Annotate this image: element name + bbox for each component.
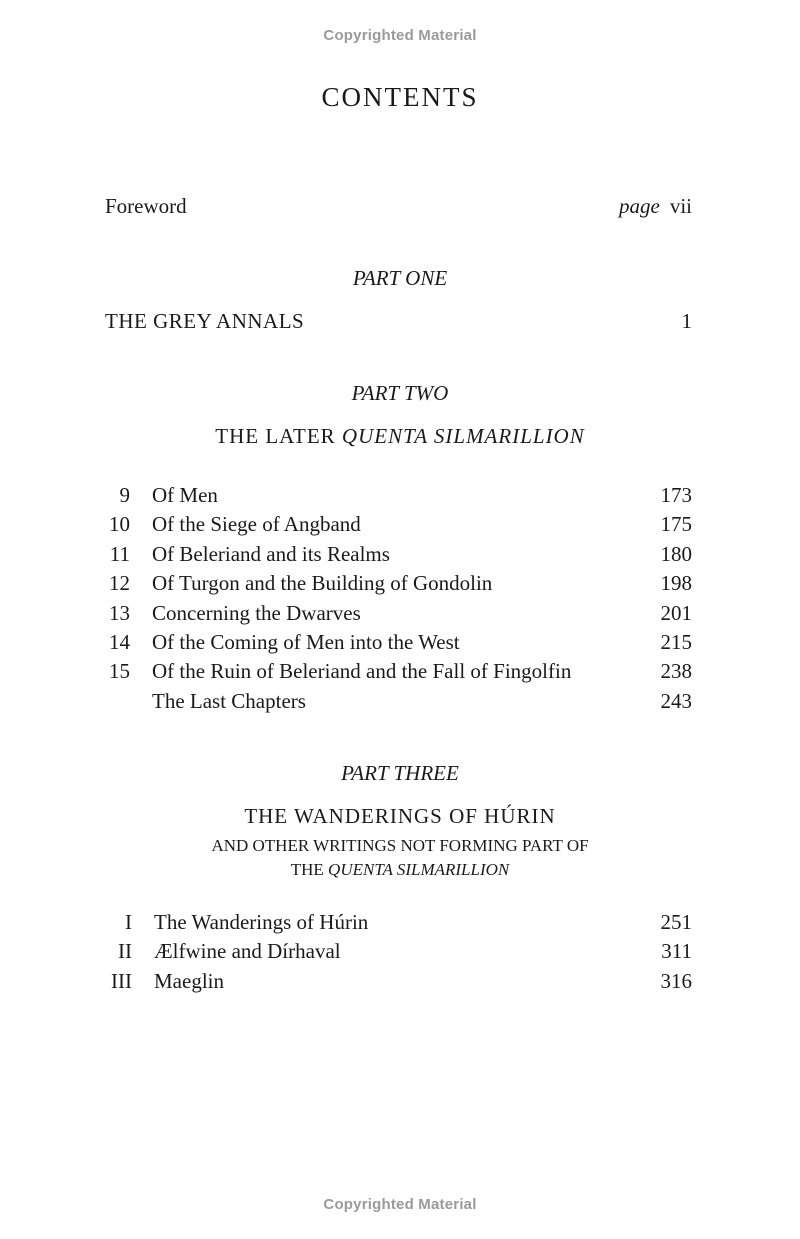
chapter-title: Of the Ruin of Beleriand and the Fall of Fingolfin bbox=[152, 659, 572, 684]
chapter-page: 316 bbox=[660, 968, 692, 993]
entry-title: Foreword bbox=[105, 194, 187, 218]
chapter-page: 201 bbox=[660, 600, 692, 625]
part-two-heading: PART TWO bbox=[351, 381, 449, 405]
chapter-title: Of the Siege of Angband bbox=[152, 512, 361, 537]
watermark-bottom: Copyrighted Material bbox=[323, 1196, 477, 1213]
chapter-title: Ælfwine and Dírhaval bbox=[154, 939, 341, 964]
toc-entry bbox=[0, 689, 800, 717]
watermark-top: Copyrighted Material bbox=[323, 27, 477, 44]
chapter-page: 175 bbox=[660, 512, 692, 537]
chapter-title: Concerning the Dwarves bbox=[152, 600, 361, 625]
subtitle-italic: QUENTA SILMARILLION bbox=[328, 860, 510, 879]
chapter-page: 215 bbox=[660, 630, 692, 654]
page-number: vii bbox=[669, 194, 692, 218]
part-two-title bbox=[0, 424, 800, 449]
chapter-title: Maeglin bbox=[154, 968, 224, 993]
toc-entry-foreword bbox=[0, 194, 800, 222]
toc-entry bbox=[0, 483, 800, 511]
chapter-number: 15 bbox=[109, 659, 130, 684]
toc-entry bbox=[0, 630, 800, 658]
part-two-title-italic: QUENTA SILMARILLION bbox=[341, 424, 585, 448]
chapter-title: Of Men bbox=[152, 483, 218, 507]
chapter-number: II bbox=[118, 939, 132, 964]
toc-entry bbox=[0, 910, 800, 938]
toc-entry bbox=[0, 512, 800, 540]
chapter-title: Of the Coming of Men into the West bbox=[152, 630, 460, 654]
chapter-number: 9 bbox=[119, 483, 130, 507]
chapter-page: 243 bbox=[660, 688, 692, 713]
chapter-number: 14 bbox=[109, 630, 130, 654]
part-three-subtitle-line1: AND OTHER WRITINGS NOT FORMING PART OF bbox=[211, 836, 589, 855]
entry-page: 1 bbox=[681, 309, 692, 333]
chapter-page: 311 bbox=[661, 939, 692, 964]
subtitle-prefix: THE bbox=[290, 860, 329, 879]
chapter-page: 238 bbox=[660, 659, 692, 684]
chapter-number: I bbox=[125, 910, 132, 934]
page-title: CONTENTS bbox=[321, 82, 479, 112]
chapter-title: The Wanderings of Húrin bbox=[154, 910, 369, 934]
toc-entry bbox=[0, 571, 800, 599]
chapter-number: 12 bbox=[109, 571, 130, 596]
chapter-page: 173 bbox=[660, 483, 692, 507]
part-three-subtitle-line2 bbox=[0, 860, 800, 880]
toc-entry bbox=[0, 659, 800, 687]
toc-entry bbox=[0, 939, 800, 967]
chapter-title: Of Beleriand and its Realms bbox=[152, 541, 390, 566]
entry-page bbox=[619, 194, 692, 219]
toc-entry bbox=[0, 542, 800, 570]
chapter-number: 13 bbox=[109, 600, 130, 625]
part-three-heading: PART THREE bbox=[341, 761, 459, 785]
part-two-title-prefix: THE LATER bbox=[215, 424, 342, 448]
toc-entry-grey-annals bbox=[0, 309, 800, 337]
chapter-title: The Last Chapters bbox=[152, 688, 306, 713]
entry-title: THE GREY ANNALS bbox=[105, 309, 305, 333]
chapter-page: 251 bbox=[660, 910, 692, 934]
toc-entry bbox=[0, 969, 800, 997]
part-three-title: THE WANDERINGS OF HÚRIN bbox=[244, 804, 556, 828]
chapter-number: III bbox=[111, 968, 132, 993]
part-one-heading: PART ONE bbox=[352, 266, 448, 290]
chapter-title: Of Turgon and the Building of Gondolin bbox=[152, 571, 493, 596]
toc-entry bbox=[0, 601, 800, 629]
chapter-number: 10 bbox=[109, 512, 130, 537]
chapter-page: 198 bbox=[660, 571, 692, 596]
chapter-number: 11 bbox=[109, 541, 130, 566]
page-word: page bbox=[619, 194, 660, 218]
chapter-page: 180 bbox=[660, 541, 692, 566]
